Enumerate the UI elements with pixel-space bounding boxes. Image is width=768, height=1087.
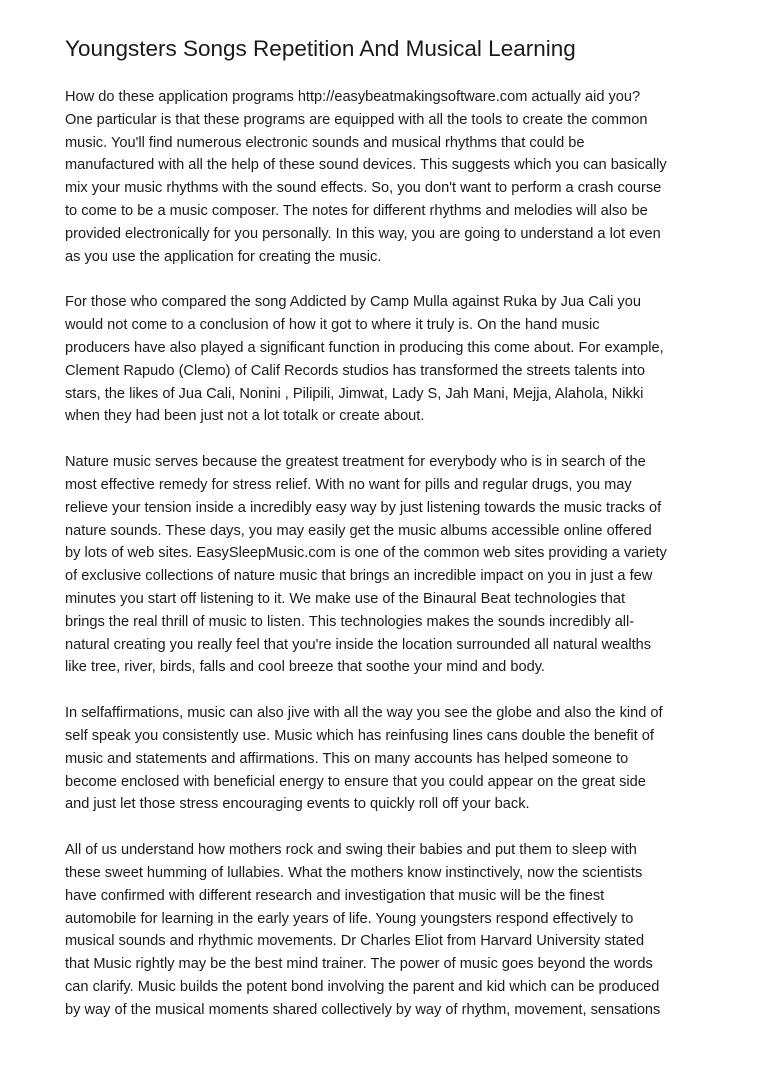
- text-line: most effective remedy for stress relief. With no want for pills and regular drugs, you may: [65, 476, 632, 493]
- text-line: can clarify. Music builds the potent bond involving the parent and kid which can be produced: [65, 978, 660, 995]
- text-line: manufactured with all the help of these sound devices. This suggests which you can basically: [65, 157, 667, 174]
- text-line: natural creating you really feel that you're inside the location surrounded all natural wealths: [65, 636, 652, 653]
- text-line: For those who compared the song Addicted by Camp Mulla against Ruka by Jua Cali you: [65, 294, 641, 311]
- text-line: producers have also played a significant function in producing this come about. For example,: [65, 339, 664, 356]
- text-line: stars, the likes of Jua Cali, Nonini , Pilipili, Jimwat, Lady S, Jah Mani, Mejja, Alahola, Nikki: [65, 385, 644, 402]
- text-line: Clement Rapudo (Clemo) of Calif Records studios has transformed the streets talents into: [65, 362, 645, 379]
- text-line: brings the real thrill of music to listen. This technologies makes the sounds incredibly all-: [65, 613, 635, 630]
- text-line: provided electronically for you personally. In this way, you are going to understand a lot even: [65, 225, 661, 242]
- text-line: like tree, river, birds, falls and cool breeze that soothe your mind and body.: [65, 659, 545, 676]
- text-line: relieve your tension inside a incredibly easy way by just listening towards the music tracks of: [65, 499, 662, 516]
- text-line: In selfaffirmations, music can also jive with all the way you see the globe and also the kind of: [65, 705, 663, 722]
- text-line: How do these application programs http://easybeatmakingsoftware.com actually aid you?: [65, 89, 641, 105]
- text-line: have confirmed with different research and investigation that music will be the finest: [65, 887, 605, 904]
- text-line: that Music rightly may be the best mind trainer. The power of music goes beyond the words: [65, 956, 653, 973]
- text-line: music. You'll find numerous electronic sounds and musical rhythms that could be: [65, 134, 585, 151]
- text-line: mix your music rhythms with the sound effects. So, you don't want to perform a crash course: [65, 180, 662, 197]
- text-line: All of us understand how mothers rock and swing their babies and put them to sleep with: [65, 842, 637, 859]
- text-line: automobile for learning in the early years of life. Young youngsters respond effectively to: [65, 910, 634, 927]
- text-line: self speak you consistently use. Music which has reinfusing lines cans double the benefit of: [65, 727, 654, 744]
- paragraph-5: [65, 839, 706, 1021]
- text-line: nature sounds. These days, you may easily get the music albums accessible online offered: [65, 522, 652, 539]
- paragraph-3: [65, 451, 706, 679]
- text-line: music and statements and affirmations. This on many accounts has helped someone to: [65, 750, 629, 767]
- text-line: musical sounds and rhythmic movements. Dr Charles Eliot from Harvard University stated: [65, 933, 645, 950]
- text-line: become enclosed with beneficial energy to ensure that you could appear on the great side: [65, 773, 646, 790]
- paragraph-1: [65, 86, 706, 268]
- text-line: by way of the musical moments shared collectively by way of rhythm, movement, sensations: [65, 1001, 661, 1018]
- document-title: Youngsters Songs Repetition And Musical Learning: [65, 36, 576, 61]
- document-body: [65, 86, 706, 1021]
- text-line: to come to be a music composer. The notes for different rhythms and melodies will also be: [65, 202, 648, 219]
- text-line: minutes you start off listening to it. We make use of the Binaural Beat technologies that: [65, 590, 626, 607]
- text-line: by lots of web sites. EasySleepMusic.com is one of the common web sites providing a variety: [65, 545, 667, 562]
- text-line: of exclusive collections of nature music that brings an incredible impact on you in just a few: [65, 568, 653, 585]
- text-line: and just let those stress encouraging events to quickly roll off your back.: [65, 796, 530, 813]
- text-line: when they had been just not a lot totalk or create about.: [65, 408, 425, 425]
- paragraph-4: [65, 702, 706, 816]
- text-line: Nature music serves because the greatest treatment for everybody who is in search of the: [65, 454, 646, 471]
- text-line: One particular is that these programs are equipped with all the tools to create the common: [65, 111, 648, 128]
- paragraph-2: [65, 291, 706, 428]
- text-line: as you use the application for creating the music.: [65, 248, 382, 265]
- text-line: these sweet humming of lullabies. What the mothers know instinctively, now the scientists: [65, 864, 643, 881]
- text-line: would not come to a conclusion of how it got to where it truly is. On the hand music: [65, 317, 600, 334]
